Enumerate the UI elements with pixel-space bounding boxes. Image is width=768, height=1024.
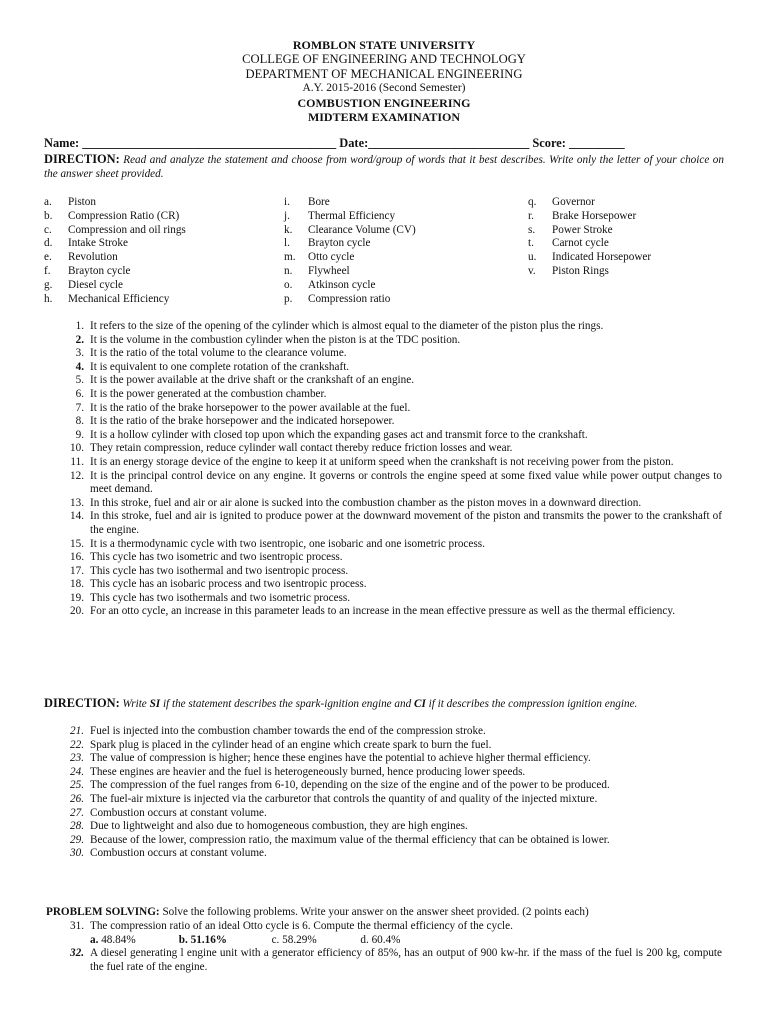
- question-item: 3. It is the ratio of the total volume to the clearance volume.: [75, 347, 347, 360]
- question-item: 5. It is the power available at the drive shaft or the crankshaft of an engine.: [75, 374, 415, 387]
- choices-column-2: [284, 196, 416, 306]
- choice-item: f. Brayton cycle: [44, 264, 131, 277]
- choice-item: l. Brayton cycle: [284, 237, 371, 250]
- question-item: 9. It is a hollow cylinder with closed top upon which the expanding gases act and transmit force to the crankshaft.: [75, 428, 588, 441]
- question-list-part-3: [62, 920, 722, 974]
- question-item: 13. In this stroke, fuel and air or air alone is sucked into the combustion chamber as the piston moves in a downward direction.: [70, 496, 642, 509]
- question-list-part-1: [62, 320, 722, 619]
- question-item: 1. It refers to the size of the opening of the cylinder which is almost equal to the diameter of the piston plus the rings.: [75, 320, 604, 332]
- choice-item: m. Otto cycle: [284, 251, 355, 264]
- exam-title: MIDTERM EXAMINATION: [307, 110, 461, 125]
- choice-item: e. Revolution: [44, 251, 118, 264]
- direction-si-ci: DIRECTION: Write SI if the statement describes the spark-ignition engine and CI if it describes the compression ignition engine.: [44, 696, 638, 710]
- question-item: 19. This cycle has two isothermals and two isometric process.: [70, 591, 351, 604]
- choice-item: b. Compression Ratio (CR): [44, 209, 180, 222]
- question-item: 20. For an otto cycle, an increase in this parameter leads to an increase in the mean effective pressure as well as the thermal efficiency.: [70, 605, 676, 618]
- choice-item: i. Bore: [284, 196, 330, 208]
- question-item: 32. A diesel generating l engine unit with a generator efficiency of 85%, has an output of 900 kw-hr. if the mass of the fuel is 200 kg, compute the fuel rate of the engine.: [70, 947, 722, 973]
- question-item: 21. Fuel is injected into the combustion chamber towards the end of the compression stroke.: [70, 725, 486, 737]
- question-item: 22. Spark plug is placed in the cylinder head of an engine which create spark to burn the fuel.: [70, 738, 492, 751]
- option-c: c. 58.29%: [271, 933, 317, 946]
- question-item: 25. The compression of the fuel ranges from 6-10, depending on the size of the engine and of the power to be produced.: [70, 779, 610, 792]
- question-item: 29. Because of the lower, compression ratio, the maximum value of the thermal efficiency that can be obtained is lower.: [70, 833, 610, 846]
- problem-solving-direction: PROBLEM SOLVING: Solve the following problems. Write your answer on the answer sheet provided. (2 points each): [46, 906, 589, 918]
- question-item: 16. This cycle has two isometric and two isentropic process.: [70, 551, 343, 564]
- option-a: a. 48.84%: [90, 933, 136, 946]
- answer-choices: [44, 196, 724, 308]
- question-item: 8. It is the ratio of the brake horsepower and the indicated horsepower.: [75, 415, 395, 428]
- question-item: 11. It is an energy storage device of the engine to keep it at uniform speed when the crankshaft is not receiving power from the piston.: [70, 455, 674, 468]
- exam-header: [0, 38, 768, 124]
- direction-label: DIRECTION:: [44, 696, 120, 710]
- question-item: 24. These engines are heavier and the fuel is heterogeneously burned, hence producing lower speeds.: [70, 765, 526, 778]
- choice-item: u. Indicated Horsepower: [528, 251, 652, 264]
- direction-multiple-choice: [44, 153, 724, 181]
- course-title: COMBUSTION ENGINEERING: [297, 95, 471, 110]
- question-item: 26. The fuel-air mixture is injected via the carburetor that controls the quantity of and quality of the injected mixture.: [70, 792, 598, 805]
- choice-item: o. Atkinson cycle: [284, 278, 376, 291]
- choice-item: k. Clearance Volume (CV): [284, 223, 416, 236]
- choice-item: c. Compression and oil rings: [44, 223, 186, 236]
- question-item: 30. Combustion occurs at constant volume.: [70, 847, 267, 860]
- college-name: COLLEGE OF ENGINEERING AND TECHNOLOGY: [242, 52, 526, 67]
- question-item: 14. In this stroke, fuel and air is ignited to produce power at the downward movement of the piston and transmits the power to the crankshaft of the engine.: [70, 510, 722, 536]
- choice-item: h. Mechanical Efficiency: [44, 292, 170, 305]
- choice-item: s. Power Stroke: [528, 223, 613, 236]
- direction-label: DIRECTION:: [44, 152, 120, 166]
- question-item: 10. They retain compression, reduce cylinder wall contact thereby reduce friction losses and wear.: [70, 442, 513, 455]
- question-item: 17. This cycle has two isothermal and two isentropic process.: [70, 564, 349, 577]
- department-name: DEPARTMENT OF MECHANICAL ENGINEERING: [245, 66, 523, 81]
- si-code: SI: [149, 698, 161, 710]
- question-item: 23. The value of compression is higher; hence these engines have the potential to achieve higher thermal efficiency.: [70, 752, 591, 765]
- direction-text: Read and analyze the statement and choose from word/group of words that it best describes. Write only the letter of your choice on the answer sheet provided.: [44, 154, 724, 180]
- choice-item: t. Carnot cycle: [528, 237, 609, 250]
- question-item: 31. The compression ratio of an ideal Otto cycle is 6. Compute the thermal efficiency of the cycle.: [70, 920, 513, 932]
- university-name: ROMBLON STATE UNIVERSITY: [292, 38, 476, 52]
- choice-item: q. Governor: [528, 196, 595, 208]
- option-b: b. 51.16%: [178, 933, 227, 946]
- name-date-score-line: Name: _________________________________________ Date:__________________________ Score: _________: [44, 136, 625, 150]
- choice-item: g. Diesel cycle: [44, 278, 123, 291]
- question-item: 15. It is a thermodynamic cycle with two isentropic, one isobaric and one isometric process.: [70, 537, 485, 550]
- choices-column-1: [44, 196, 186, 306]
- choice-item: n. Flywheel: [284, 264, 350, 277]
- question-item: 27. Combustion occurs at constant volume.: [70, 806, 267, 819]
- question-item: 4. It is equivalent to one complete rotation of the crankshaft.: [75, 360, 350, 373]
- option-d: d. 60.4%: [360, 933, 401, 946]
- choices-column-3: [528, 196, 651, 279]
- question-item: 12. It is the principal control device on any engine. It governs or controls the engine speed at some fixed value while power output changes to meet demand.: [70, 469, 722, 496]
- choice-item: d. Intake Stroke: [44, 237, 128, 250]
- choice-item: p. Compression ratio: [284, 292, 391, 305]
- question-31-options: [62, 934, 722, 948]
- problem-solving-label: PROBLEM SOLVING:: [46, 906, 160, 918]
- question-list-part-2: [62, 725, 722, 861]
- question-item: 18. This cycle has an isobaric process and two isentropic process.: [70, 578, 367, 591]
- question-item: 28. Due to lightweight and also due to homogeneous combustion, they are high engines.: [70, 820, 468, 833]
- choice-item: j. Thermal Efficiency: [284, 209, 396, 222]
- question-item: 6. It is the power generated at the combustion chamber.: [75, 387, 327, 400]
- choice-item: v. Piston Rings: [528, 264, 609, 277]
- ci-code: CI: [414, 698, 426, 710]
- choice-item: r. Brake Horsepower: [528, 209, 637, 222]
- question-item: 2. It is the volume in the combustion cylinder when the piston is at the TDC position.: [75, 333, 461, 346]
- question-item: 7. It is the ratio of the brake horsepower to the power available at the fuel.: [75, 401, 411, 414]
- choice-item: a. Piston: [44, 196, 96, 208]
- academic-year: A.Y. 2015-2016 (Second Semester): [302, 82, 466, 95]
